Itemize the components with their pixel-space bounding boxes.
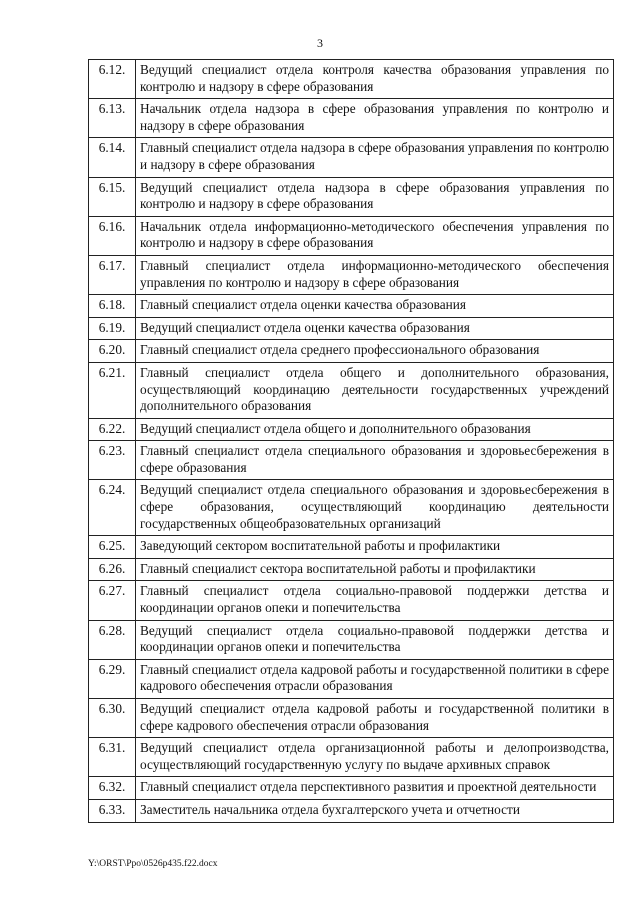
position-title: Главный специалист отдела кадровой работы и государственной политики в сфере кадрового обеспечения отрасли образования [136, 659, 614, 698]
position-title: Ведущий специалист отдела кадровой работы и государственной политики в сфере кадрового обеспечения отрасли образования [136, 699, 614, 738]
table-row [89, 441, 614, 480]
row-number: 6.24. [89, 480, 136, 536]
position-title: Ведущий специалист отдела общего и дополнительного образования [136, 418, 614, 441]
table-row [89, 581, 614, 620]
row-number: 6.16. [89, 216, 136, 255]
row-number: 6.20. [89, 340, 136, 363]
row-number: 6.26. [89, 558, 136, 581]
table-row [89, 255, 614, 294]
row-number: 6.15. [89, 177, 136, 216]
page-number: 3 [317, 36, 323, 50]
table-row [89, 418, 614, 441]
position-title: Ведущий специалист отдела организационной работы и делопроизводства, осуществляющий государственную услугу по выдаче архивных справок [136, 738, 614, 777]
row-number: 6.18. [89, 295, 136, 318]
row-number: 6.13. [89, 99, 136, 138]
row-number: 6.21. [89, 362, 136, 418]
table-row [89, 99, 614, 138]
position-title: Главный специалист отдела информационно-методического обеспечения управления по контролю и надзору в сфере образования [136, 255, 614, 294]
position-title: Главный специалист отдела оценки качества образования [136, 295, 614, 318]
position-title: Ведущий специалист отдела контроля качества образования управления по контролю и надзору в сфере образования [136, 60, 614, 99]
table-row [89, 620, 614, 659]
table-row [89, 362, 614, 418]
row-number: 6.27. [89, 581, 136, 620]
table-row [89, 777, 614, 800]
position-title: Ведущий специалист отдела оценки качества образования [136, 317, 614, 340]
position-title: Начальник отдела информационно-методического обеспечения управления по контролю и надзору в сфере образования [136, 216, 614, 255]
row-number: 6.31. [89, 738, 136, 777]
position-title: Главный специалист отдела общего и дополнительного образования, осуществляющий координацию деятельности государственных учреждений дополнительного образования [136, 362, 614, 418]
position-title: Ведущий специалист отдела надзора в сфере образования управления по контролю и надзору в сфере образования [136, 177, 614, 216]
table-row [89, 480, 614, 536]
position-title: Главный специалист отдела среднего профессионального образования [136, 340, 614, 363]
footer-file-path: Y:\ORST\Ppo\0526p435.f22.docx [88, 859, 218, 869]
positions-table-body [89, 60, 614, 823]
table-row [89, 558, 614, 581]
row-number: 6.33. [89, 799, 136, 822]
table-row [89, 340, 614, 363]
position-title: Ведущий специалист отдела специального образования и здоровьесбережения в сфере образования, осуществляющий координацию деятельности государственных общеобразовательных организаций [136, 480, 614, 536]
row-number: 6.12. [89, 60, 136, 99]
table-row [89, 317, 614, 340]
table-row [89, 659, 614, 698]
positions-table [88, 59, 614, 823]
row-number: 6.29. [89, 659, 136, 698]
row-number: 6.14. [89, 138, 136, 177]
row-number: 6.28. [89, 620, 136, 659]
position-title: Главный специалист отдела специального образования и здоровьесбережения в сфере образования [136, 441, 614, 480]
position-title: Начальник отдела надзора в сфере образования управления по контролю и надзору в сфере образования [136, 99, 614, 138]
table-row [89, 60, 614, 99]
position-title: Главный специалист сектора воспитательной работы и профилактики [136, 558, 614, 581]
row-number: 6.17. [89, 255, 136, 294]
row-number: 6.22. [89, 418, 136, 441]
row-number: 6.30. [89, 699, 136, 738]
row-number: 6.32. [89, 777, 136, 800]
table-row [89, 138, 614, 177]
position-title: Главный специалист отдела надзора в сфере образования управления по контролю и надзору в сфере образования [136, 138, 614, 177]
row-number: 6.25. [89, 536, 136, 559]
position-title: Заместитель начальника отдела бухгалтерского учета и отчетности [136, 799, 614, 822]
position-title: Главный специалист отдела перспективного развития и проектной деятельности [136, 777, 614, 800]
row-number: 6.23. [89, 441, 136, 480]
table-row [89, 216, 614, 255]
position-title: Ведущий специалист отдела социально-правовой поддержки детства и координации органов опеки и попечительства [136, 620, 614, 659]
table-row [89, 295, 614, 318]
table-row [89, 536, 614, 559]
row-number: 6.19. [89, 317, 136, 340]
table-row [89, 177, 614, 216]
table-row [89, 699, 614, 738]
position-title: Заведующий сектором воспитательной работы и профилактики [136, 536, 614, 559]
table-row [89, 738, 614, 777]
table-row [89, 799, 614, 822]
position-title: Главный специалист отдела социально-правовой поддержки детства и координации органов опеки и попечительства [136, 581, 614, 620]
